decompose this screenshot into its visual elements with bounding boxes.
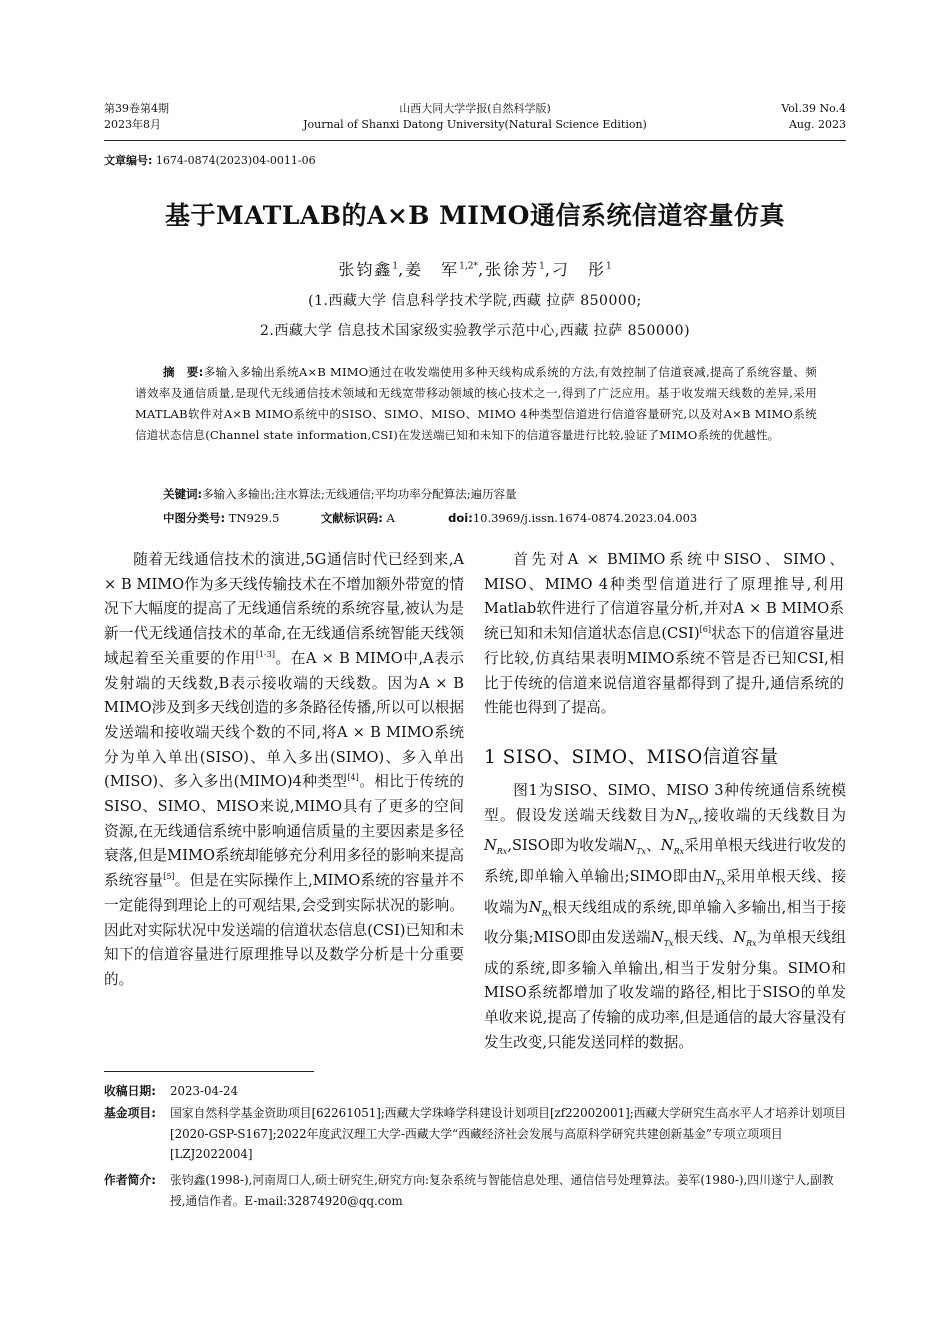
affiliation-2: 2.西藏大学 信息技术国家级实验教学示范中心,西藏 拉萨 850000) (259, 323, 691, 339)
author-bio-text: 张钧鑫(1998-),河南周口人,硕士研究生,研究方向:复杂系统与智能信息处理、通信信号处理算法。姜军(1980-),四川遂宁人,副教授,通信作者。E-mail:32874920@qq.com (170, 1173, 834, 1208)
abstract-text: 多输入多输出系统A×B MIMO通过在收发端使用多种天线构成系统的方法,有效控制了信道衰减,提高了系统容量、频谱效率及通信质量,是现代无线通信技术领域和无线宽带移动领域的核心技术之一,得到了广泛应用。基于收发端天线数的差异,采用MATLAB软件对A×B MIMO系统中的SISO、SIMO、MISO、MIMO 4种类型信道进行信道容量研究,以及对A×B MIMO系统信道状态信息(Channel state information,CSI)在发送端已知和未知下的信道容量进行比较,验证了MIMO系统的优越性。 (135, 365, 818, 442)
footnote-received (104, 1081, 849, 1102)
citation-5: [5] (163, 872, 175, 882)
journal-name-cn: 山西大同大学学报(自然科学版) (399, 102, 551, 115)
abstract (135, 362, 817, 446)
doi-value: 10.3969/j.issn.1674-0874.2023.04.003 (472, 511, 698, 525)
journal-name-en: Journal of Shanxi Datong University(Natural Science Edition) (303, 118, 647, 131)
header-rule (104, 140, 846, 141)
article-number-label: 文章编号: (104, 154, 153, 167)
running-header (104, 101, 846, 135)
sec1-text-3: ,SISO即为收发端 (507, 837, 624, 855)
author-list: 张钧鑫$^1$,姜 军$^{1,2*}$,张徐芳$^1$,刁 彤$^1$ (338, 260, 612, 279)
received-label: 收稿日期: (104, 1084, 156, 1098)
author-2: 姜 军 (405, 260, 460, 279)
right-intro-paragraph (484, 548, 844, 721)
footnote-rule (104, 1071, 314, 1072)
var-n-tx: $N_{Tx}$ (675, 806, 698, 826)
citation-4: [4] (347, 773, 359, 783)
section-1-paragraph (484, 779, 846, 1056)
keywords (163, 486, 517, 502)
author-3: 张徐芳 (485, 260, 540, 279)
doi-label: doi: (448, 511, 473, 525)
right-intro-text-1: 首先对A × BMIMO系统中SISO、SIMO、MISO、MIMO 4种类型信道进行了原理推导,利用Matlab软件进行了信道容量分析,并对A × B MIMO系统已知和未知信道状态信息(CSI) (484, 551, 844, 643)
volume-cn: 第39卷第4期 (104, 102, 169, 115)
author-2-aff: 1,2* (459, 261, 478, 272)
var-n-rx: $N_{Rx}$ (484, 837, 508, 857)
fund-text: 国家自然科学基金资助项目[62261051];西藏大学珠峰学科建设计划项目[zf22002001];西藏大学研究生高水平人才培养计划项目[2020-GSP-S167];2022年度武汉理工大学-西藏大学“西藏经济社会发展与高原科学研究共建创新基金”专项立项项目[LZJ2022004] (170, 1106, 847, 1161)
received-date: 2023-04-24 (170, 1084, 239, 1098)
sec1-text-4: 、 (646, 837, 661, 855)
header-right (781, 101, 846, 133)
volume-en: Vol.39 No.4 (781, 102, 846, 115)
body-left-column (104, 548, 464, 993)
affiliation-1: (1.西藏大学 信息科学技术学院,西藏 拉萨 850000; (308, 293, 642, 309)
author-3-aff: 1 (539, 261, 545, 272)
sec1-text-5: 采用单根天线进行收发的系统,即单输入单输出;SIMO即由 (484, 837, 846, 885)
var-n-rx: $N_{Rx}$ (733, 929, 757, 949)
article-number-value: 1674-0874(2023)04-0011-06 (155, 154, 316, 167)
author-4-aff: 1 (605, 261, 612, 272)
body-right-column (484, 548, 844, 721)
var-n-rx: $N_{Rx}$ (660, 837, 685, 857)
fund-label: 基金项目: (104, 1106, 156, 1120)
section-1-body (484, 779, 846, 1056)
sec1-text-1: 图1为SISO、SIMO、MISO 3种传统通信系统模型。假设发送端天线数目为 (484, 782, 846, 824)
abstract-label: 摘 要: (163, 365, 204, 379)
sec1-text-7: 根天线组成的系统,即单输入多输出,相当于接收分集;MISO即由发送端 (484, 898, 846, 947)
doc-code-value: A (386, 511, 395, 525)
sec1-text-9: 为单根天线组成的系统,即多输入单输出,相当于发射分集。SIMO和MISO系统都增加了收发端的路径,相比于SISO的单发单收来说,提高了传输的成功率,但是通信的最大容量没有发生改变,只能发送同样的数据。 (484, 929, 846, 1051)
citation-6: [6] (699, 625, 711, 635)
article-number (104, 152, 316, 168)
sec1-text-2: ,接收端的天线数目为 (697, 806, 846, 824)
var-n-tx: $N_{Tx}$ (623, 837, 646, 857)
var-n-tx: $N_{Tx}$ (650, 929, 674, 949)
citation-1-3: [1-3] (255, 649, 275, 659)
author-bio-label: 作者简介: (104, 1173, 156, 1187)
date-en: Aug. 2023 (788, 118, 846, 131)
section-heading-1: 1 SISO、SIMO、MISO信道容量 (484, 747, 779, 768)
clc-label: 中图分类号: (163, 511, 226, 525)
var-n-rx: $N_{Rx}$ (528, 898, 553, 918)
author-1-aff: 1 (392, 261, 399, 272)
intro-text-4: 。但是在实际操作上,MIMO系统的容量并不一定能得到理论上的可观结果,会受到实际状况的影响。因此对实际状况中发送端的信道状态信息(CSI)已知和未知下的信道容量进行原理推导以及数学分析是十分重要的。 (104, 872, 464, 988)
sec1-text-8: 根天线、 (673, 929, 734, 947)
author-1: 张钧鑫 (338, 260, 393, 279)
sec1-text-6: 采用单根天线、接收端为 (484, 867, 846, 916)
footnote-author (104, 1170, 849, 1211)
intro-text-1: 随着无线通信技术的演进,5G通信时代已经到来,A × B MIMO作为多天线传输技术在不增加额外带宽的情况下大幅度的提高了无线通信系统的系统容量,被认为是新一代无线通信技术的革命,在无线通信系统智能天线领域起着至关重要的作用 (104, 551, 464, 667)
header-center (104, 101, 846, 133)
classification-line (163, 510, 697, 526)
doc-code-label: 文献标识码: (320, 511, 383, 525)
intro-text-2: 。在A × B MIMO中,A表示发射端的天线数,B表示接收端的天线数。因为A × B MIMO涉及到多天线创造的多条路径传播,所以可以根据发送端和接收端天线个数的不同,将A × B MIMO系统分为单入单出(SISO)、单入多出(SIMO)、多入单出(MISO)、多入多出(MIMO)4种类型 (104, 649, 464, 791)
right-intro-text-2: 状态下的信道容量进行比较,仿真结果表明MIMO系统不管是否已知CSI,相比于传统的信道来说信道容量都得到了提升,通信系统的性能也得到了提高。 (484, 625, 844, 717)
keywords-label: 关键词: (163, 487, 203, 501)
keywords-text: 多输入多输出;注水算法;无线通信;平均功率分配算法;遍历容量 (202, 487, 517, 501)
var-n-tx: $N_{Tx}$ (702, 867, 726, 887)
clc-value: TN929.5 (228, 511, 280, 525)
author-4: 刁 彤 (551, 260, 606, 279)
intro-text-3: 。相比于传统的SISO、SIMO、MISO来说,MIMO具有了更多的空间资源,在无线通信系统中影响通信质量的主要因素是多径衰落,但是MIMO系统却能够充分利用多径的影响来提高系统容量 (104, 773, 464, 890)
date-cn: 2023年8月 (104, 118, 161, 131)
intro-paragraph (104, 548, 464, 993)
paper-title: 基于MATLAB的A×B MIMO通信系统信道容量仿真 (165, 201, 785, 230)
footnote-fund (104, 1103, 849, 1165)
